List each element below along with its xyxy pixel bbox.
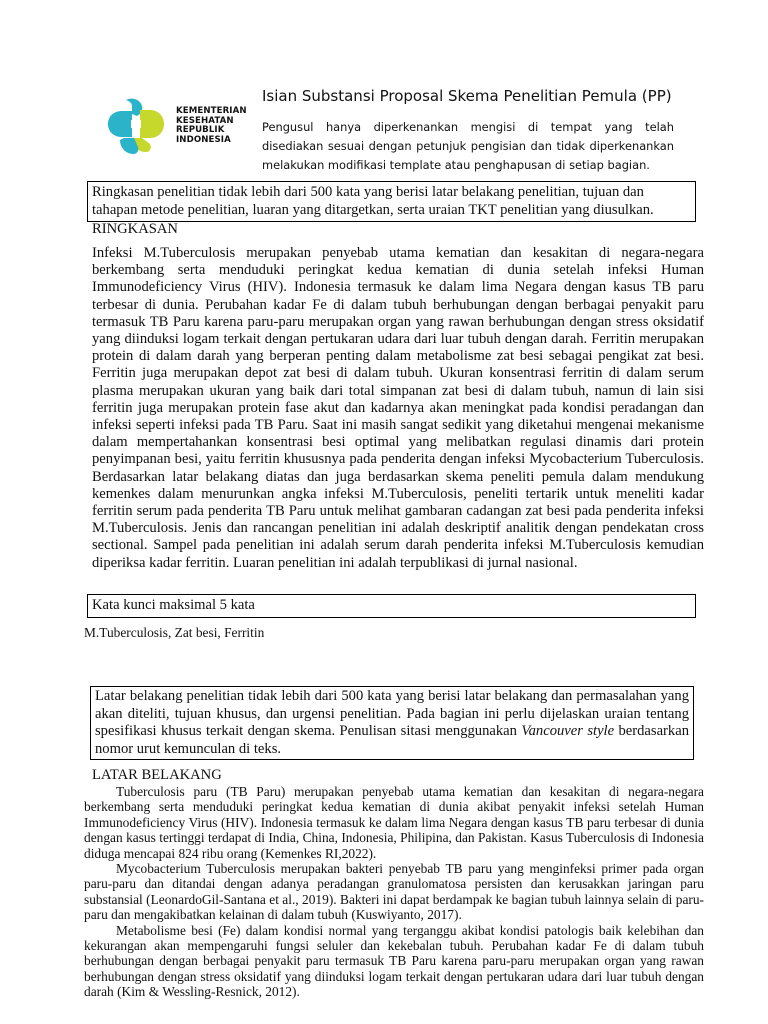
background-instruction-text-1: Latar belakang penelitian tidak lebih dari 500 kata yang berisi latar belakang dan permasalahan yang akan diteliti, tujuan khusus, dan urgensi penelitian. Pada bagian ini perlu dijelaskan uraian tentang spesifikasi khusus terkait dengan skema. Penulisan sitasi menggunakan	[95, 688, 689, 739]
background-paragraph: Mycobacterium Tuberculosis merupakan bakteri penyebab TB paru yang menginfeksi primer pada organ paru-paru dan ditandai dengan adanya peradangan granulomatosa persisten dan kerusakkan jaringan paru substansial (LeonardoGil-Santana et al., 2019). Bakteri ini dapat berdampak ke bagian tubuh lainnya selain di paru-paru dan mengakibatkan kelainan di dalam tubuh (Kuswiyanto, 2017).	[84, 861, 704, 923]
logo-text	[176, 107, 247, 145]
background-heading: LATAR BELAKANG	[92, 767, 222, 783]
logo-line-4: INDONESIA	[176, 134, 231, 145]
background-body	[84, 784, 704, 1000]
document-title: Isian Substansi Proposal Skema Penelitian Pemula (PP)	[262, 87, 672, 105]
keywords-instruction-box: Kata kunci maksimal 5 kata	[87, 594, 696, 618]
background-instruction-italic: Vancouver style	[521, 723, 615, 739]
background-instruction-box	[90, 686, 694, 760]
logo-line-3: REPUBLIK	[176, 125, 225, 136]
background-paragraph: Tuberculosis paru (TB Paru) merupakan penyebab utama kematian dan kesakitan di negara-negara berkembang serta menduduki peringkat kedua kematian di dunia akibat penyakit infeksi setelah Human Immunodeficiency Virus (HIV). Indonesia termasuk ke dalam lima Negara dengan kasus TB paru terbesar di dunia dengan kasus tertinggi terdapat di India, China, Indonesia, Philipina, dan Pakistan. Kasus Tuberculosis di Indonesia diduga mencapai 824 ribu orang (Kemenkes RI,2022).	[84, 784, 704, 861]
header-note: Pengusul hanya diperkenankan mengisi di tempat yang telah disediakan sesuai dengan petunjuk pengisian dan tidak diperkenankan melakukan modifikasi template atau penghapusan di setiap bagian.	[262, 120, 674, 172]
summary-body: Infeksi M.Tuberculosis merupakan penyebab utama kematian dan kesakitan di negara-negara berkembang serta menduduki peringkat kedua kematian di dunia setelah infeksi Human Immunodeficiency Virus (HIV). Indonesia termasuk ke dalam lima Negara dengan kasus TB paru terbesar di dunia. Perubahan kadar Fe di dalam tubuh berhubungan dengan berbagai penyakit paru termasuk TB Paru karena paru-paru merupakan organ yang rawan berhubungan dengan stress oksidatif yang diinduksi logam terkait dengan pertukaran udara dari luar tubuh dengan darah. Ferritin merupakan protein di dalam darah yang berperan penting dalam metabolisme zat besi sebagai pengikat zat besi. Ferritin juga merupakan depot zat besi di dalam tubuh. Ukuran konsentrasi ferritin di dalam serum plasma merupakan ukuran yang baik dari total simpanan zat besi di dalam tubuh, namun di lain sisi ferritin juga merupakan protein fase akut dan kadarnya akan meningkat pada kondisi peradangan dan infeksi seperti infeksi pada TB Paru. Saat ini masih sangat sedikit yang diketahui mengenai mekanisme dalam mempertahankan konsentrasi besi optimal yang melibatkan regulasi dinamis dari protein penyimpanan besi, yaitu ferritin khususnya pada penderita dengan infeksi Mycobacterium Tuberculosis. Berdasarkan latar belakang diatas dan juga berdasarkan skema peneliti pemula dalam mendukung kemenkes dalam menurunkan angka infeksi M.Tuberculosis, peneliti tertarik untuk meneliti kadar ferritin serum pada penderita TB Paru untuk melihat gambaran cadangan zat besi pada penderita infeksi M.Tuberculosis. Jenis dan rancangan penelitian ini adalah deskriptif analitik dengan pendekatan cross sectional. Sampel pada penelitian ini adalah serum darah penderita infeksi M.Tuberculosis kemudian diperiksa kadar ferritin. Luaran penelitian ini adalah terpublikasi di jurnal nasional.	[92, 245, 704, 571]
kemenkes-emblem-icon	[108, 99, 164, 154]
keywords-value: M.Tuberculosis, Zat besi, Ferritin	[84, 625, 265, 640]
summary-instruction-box: Ringkasan penelitian tidak lebih dari 500 kata yang berisi latar belakang penelitian, tujuan dan tahapan metode penelitian, luaran yang ditargetkan, serta uraian TKT penelitian yang diusulkan.	[87, 181, 696, 222]
background-instruction-text-2: berdasarkan nomor urut kemunculan di teks.	[95, 723, 689, 757]
logo-line-1: KEMENTERIAN	[176, 106, 247, 116]
logo-line-2: KESEHATAN	[176, 115, 234, 126]
background-paragraph: Metabolisme besi (Fe) dalam kondisi normal yang terganggu akibat kondisi patologis baik kelebihan dan kekurangan akan mempengaruhi fungsi seluler dan kekebalan tubuh. Perubahan kadar Fe di dalam tubuh berhubungan dengan berbagai penyakit paru termasuk TB Paru karena paru-paru merupakan organ yang rawan berhubungan dengan stress oksidatif yang diinduksi logam terkait dengan pertukaran udara dari luar tubuh dengan darah (Kim & Wessling-Resnick, 2012).	[84, 922, 704, 1000]
summary-heading: RINGKASAN	[92, 221, 178, 237]
